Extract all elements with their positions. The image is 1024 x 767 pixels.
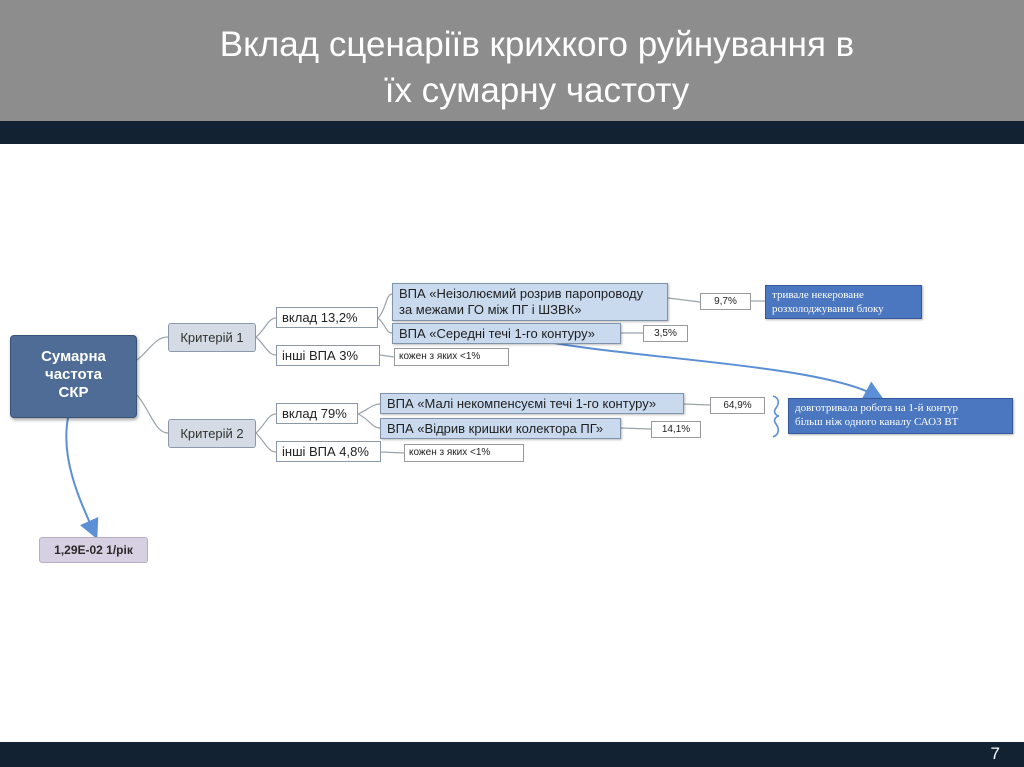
- criterion-1-other-note: кожен з яких <1%: [394, 348, 509, 366]
- annotation-1-line-2: розхолоджування блоку: [772, 303, 884, 315]
- vpa-collector-cover: ВПА «Відрив кришки колектора ПГ»: [380, 418, 621, 439]
- vpa-steam-line-break: [392, 283, 668, 321]
- pct-small-leaks: 64,9%: [710, 397, 765, 414]
- criterion-2-other-note: кожен з яких <1%: [404, 444, 524, 462]
- annotation-2-line-1: довготривала робота на 1-й контур: [795, 402, 959, 414]
- link-vpa4-pct: [621, 428, 651, 429]
- link-crit2-contribution: [256, 414, 276, 433]
- link-other1-note: [380, 355, 394, 357]
- annotation-2-line-2: більш ніж одного каналу САОЗ ВТ: [795, 416, 959, 428]
- link-contrib1-vpa1: [378, 294, 392, 318]
- criterion-1-node: Критерій 1: [168, 323, 256, 352]
- link-other2-note: [381, 452, 404, 453]
- root-line-3: СКР: [58, 384, 89, 401]
- footer-bar: [0, 742, 1024, 767]
- criterion-1-other: інші ВПА 3%: [276, 345, 380, 366]
- root-line-2: частота: [44, 366, 103, 383]
- link-root-crit2: [137, 395, 168, 433]
- link-contrib2-vpa1: [358, 404, 380, 414]
- arrow-to-result: [66, 418, 94, 532]
- link-crit1-contribution: [256, 318, 276, 337]
- vpa-small-leaks: ВПА «Малі некомпенсуємі течі 1-го контуру»: [380, 393, 684, 414]
- page-number: 7: [990, 744, 1000, 763]
- link-vpa1-pct: [668, 298, 700, 302]
- link-contrib1-vpa2: [378, 318, 392, 333]
- arrow-to-annotation-2: [548, 342, 877, 396]
- link-contrib2-vpa2: [358, 414, 380, 428]
- vpa-medium-leaks: ВПА «Середні течі 1-го контуру»: [392, 323, 621, 344]
- criterion-2-other: інші ВПА 4,8%: [276, 441, 381, 462]
- link-crit1-other: [256, 337, 276, 355]
- link-root-crit1: [137, 337, 168, 360]
- root-line-1: Сумарна: [41, 348, 106, 365]
- criterion-2-node: Критерій 2: [168, 419, 256, 448]
- slide-title-line-1: Вклад сценаріїв крихкого руйнування в: [219, 25, 855, 64]
- pct-steam-line-break: 9,7%: [700, 293, 751, 310]
- annotation-long-term-operation: [788, 398, 1013, 434]
- link-crit2-other: [256, 433, 276, 452]
- criterion-2-contribution: вклад 79%: [276, 403, 358, 424]
- annotation-uncontrolled-cooldown: [765, 285, 922, 319]
- link-vpa3-pct: [684, 404, 710, 405]
- criterion-1-contribution: вклад 13,2%: [276, 307, 378, 328]
- annotation-1-line-1: тривале некероване: [772, 289, 864, 301]
- root-node-total-frequency: [10, 335, 137, 418]
- vpa-steam-line-break-line-1: ВПА «Неізолюємий розрив паропроводу: [399, 286, 644, 301]
- pct-collector-cover: 14,1%: [651, 421, 701, 438]
- brace-criterion2: [773, 396, 779, 437]
- result-frequency-node: 1,29Е-02 1/рік: [39, 537, 148, 563]
- vpa-steam-line-break-line-2: за межами ГО між ПГ і ШЗВК»: [399, 302, 582, 317]
- slide-title-line-2: їх сумарну частоту: [384, 71, 690, 110]
- pct-medium-leaks: 3,5%: [643, 325, 688, 342]
